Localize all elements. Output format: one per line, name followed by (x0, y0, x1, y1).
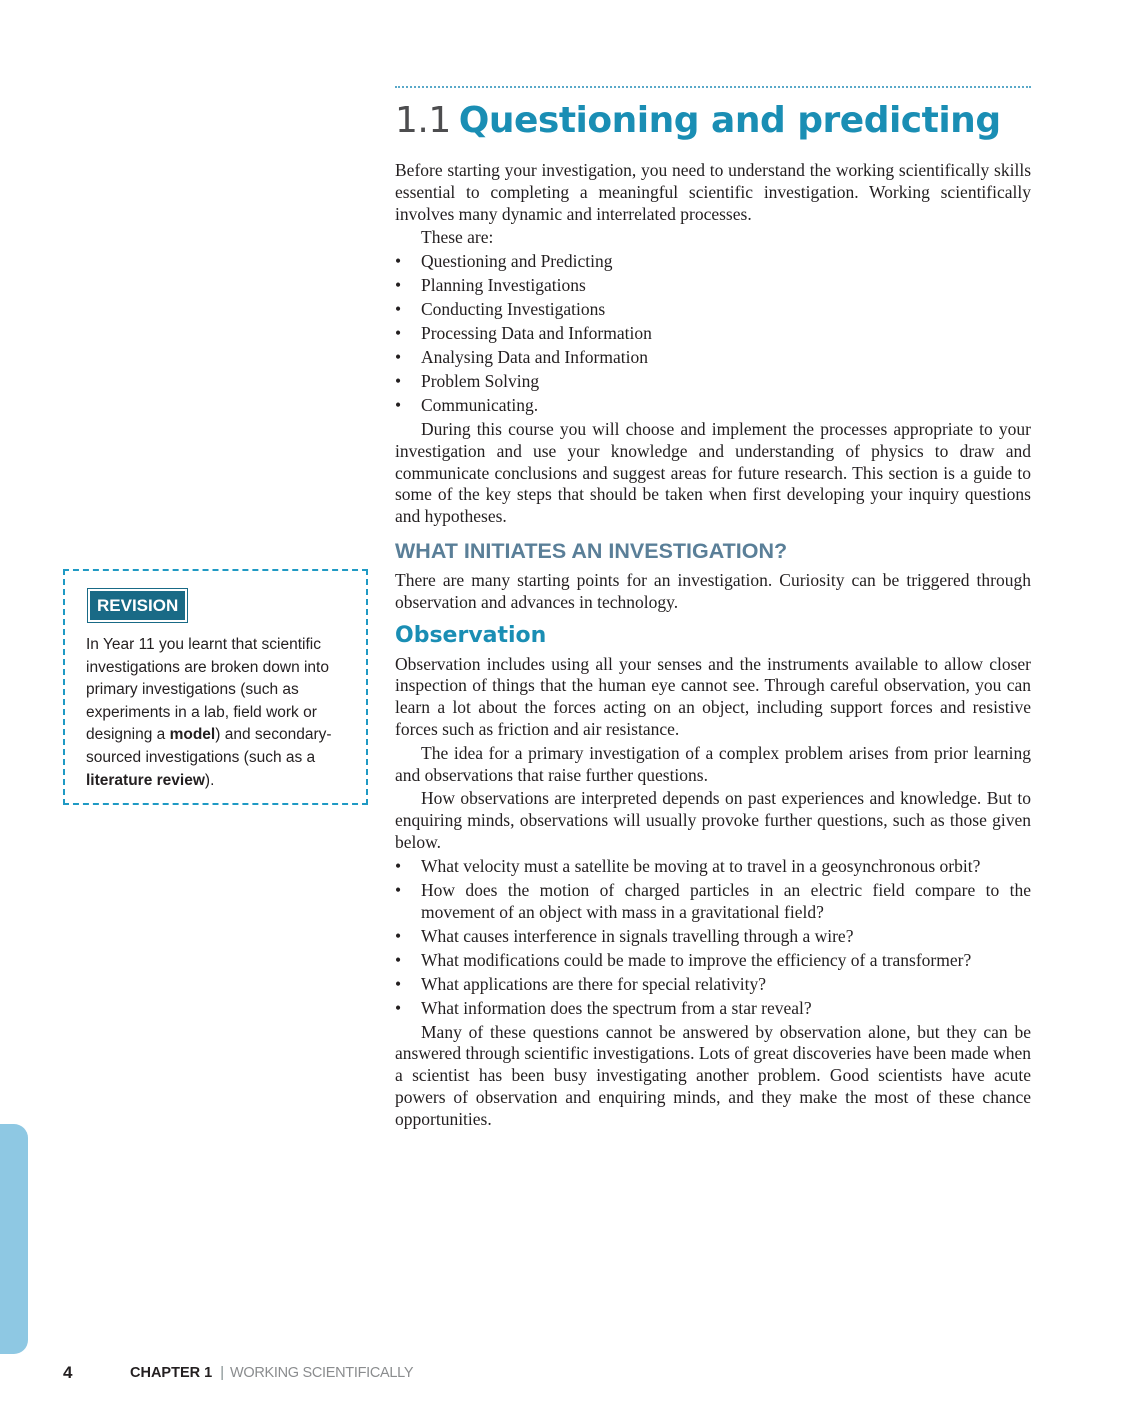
top-dotted-rule (395, 86, 1031, 88)
observation-paragraph: Observation includes using all your senses and the instruments available to allow closer inspection of things that the human eye cannot see. Through careful observation, you can learn a lot about the forces acting on an object, including support forces and resistive forces such as friction and air resistance. (395, 653, 1031, 740)
questions-list (395, 856, 1031, 1020)
list-item: • What applications are there for special relativity? (395, 974, 1031, 996)
list-item: • Problem Solving (395, 371, 1031, 393)
revision-text: In Year 11 you learnt that scientific investigations are broken down into primary investigations (such as experiments in a lab, field work or designing a model) and secondary-sourced investigations (such as a literature review). (86, 636, 332, 789)
section-number: 1.1 (395, 100, 451, 141)
page-number: 4 (63, 1363, 73, 1382)
key-term-model: model (169, 726, 216, 744)
list-item: • Communicating. (395, 395, 1031, 417)
investigation-heading: WHAT INITIATES AN INVESTIGATION? (395, 539, 788, 564)
footer-separator: | (220, 1365, 224, 1381)
section-title (395, 98, 1031, 144)
list-item: • Planning Investigations (395, 275, 1031, 297)
list-item: • What information does the spectrum from a star reveal? (395, 998, 1031, 1020)
observation-heading: Observation (395, 622, 547, 648)
processes-lead: These are: (421, 227, 494, 248)
list-item: • What velocity must a satellite be moving at to travel in a geosynchronous orbit? (395, 856, 1031, 878)
list-item: • Conducting Investigations (395, 299, 1031, 321)
list-item: • How does the motion of charged particles in an electric field compare to the movement of an object with mass in a gravitational field? (395, 880, 1031, 924)
revision-box (63, 569, 368, 805)
running-footer (130, 1365, 413, 1381)
list-item: • Analysing Data and Information (395, 347, 1031, 369)
intro-paragraph: Before starting your investigation, you need to understand the working scientifically skills essential to completing a meaningful scientific investigation. Working scientifically involves many dynamic and interrelated processes. (395, 160, 1031, 224)
section-name: Questioning and predicting (458, 100, 1001, 141)
observation-paragraph: How observations are interpreted depends on past experiences and knowledge. But to enquiring minds, observations will usually provoke further questions, such as those given below. (395, 788, 1031, 853)
chapter-side-tab (0, 1124, 28, 1354)
revision-label: REVISION (90, 591, 185, 620)
key-term-literature-review: literature review (86, 771, 205, 789)
intro-closing-paragraph: During this course you will choose and implement the processes appropriate to your investigation and use your knowledge and understanding of physics to draw and communicate conclusions and suggest areas for future research. This section is a guide to some of the key steps that should be taken when first developing your inquiry questions and hypotheses. (395, 419, 1031, 527)
investigation-paragraph: There are many starting points for an investigation. Curiosity can be triggered through observation and advances in technology. (395, 570, 1031, 612)
chapter-label: CHAPTER 1 (130, 1365, 213, 1381)
list-item: • Questioning and Predicting (395, 251, 1031, 273)
main-content (395, 86, 1031, 1131)
list-item: • What modifications could be made to improve the efficiency of a transformer? (395, 950, 1031, 972)
list-item: • Processing Data and Information (395, 323, 1031, 345)
observation-paragraph: The idea for a primary investigation of a complex problem arises from prior learning and observations that raise further questions. (395, 742, 1031, 785)
processes-list (395, 251, 1031, 417)
list-item: • What causes interference in signals travelling through a wire? (395, 926, 1031, 948)
observation-closing-paragraph: Many of these questions cannot be answered by observation alone, but they can be answered through scientific investigations. Lots of great discoveries have been made when a scientist has been busy investigating another problem. Good scientists have acute powers of observation and enquiring minds, and they make the most of these chance opportunities. (395, 1021, 1031, 1129)
chapter-name: WORKING SCIENTIFICALLY (229, 1365, 414, 1381)
